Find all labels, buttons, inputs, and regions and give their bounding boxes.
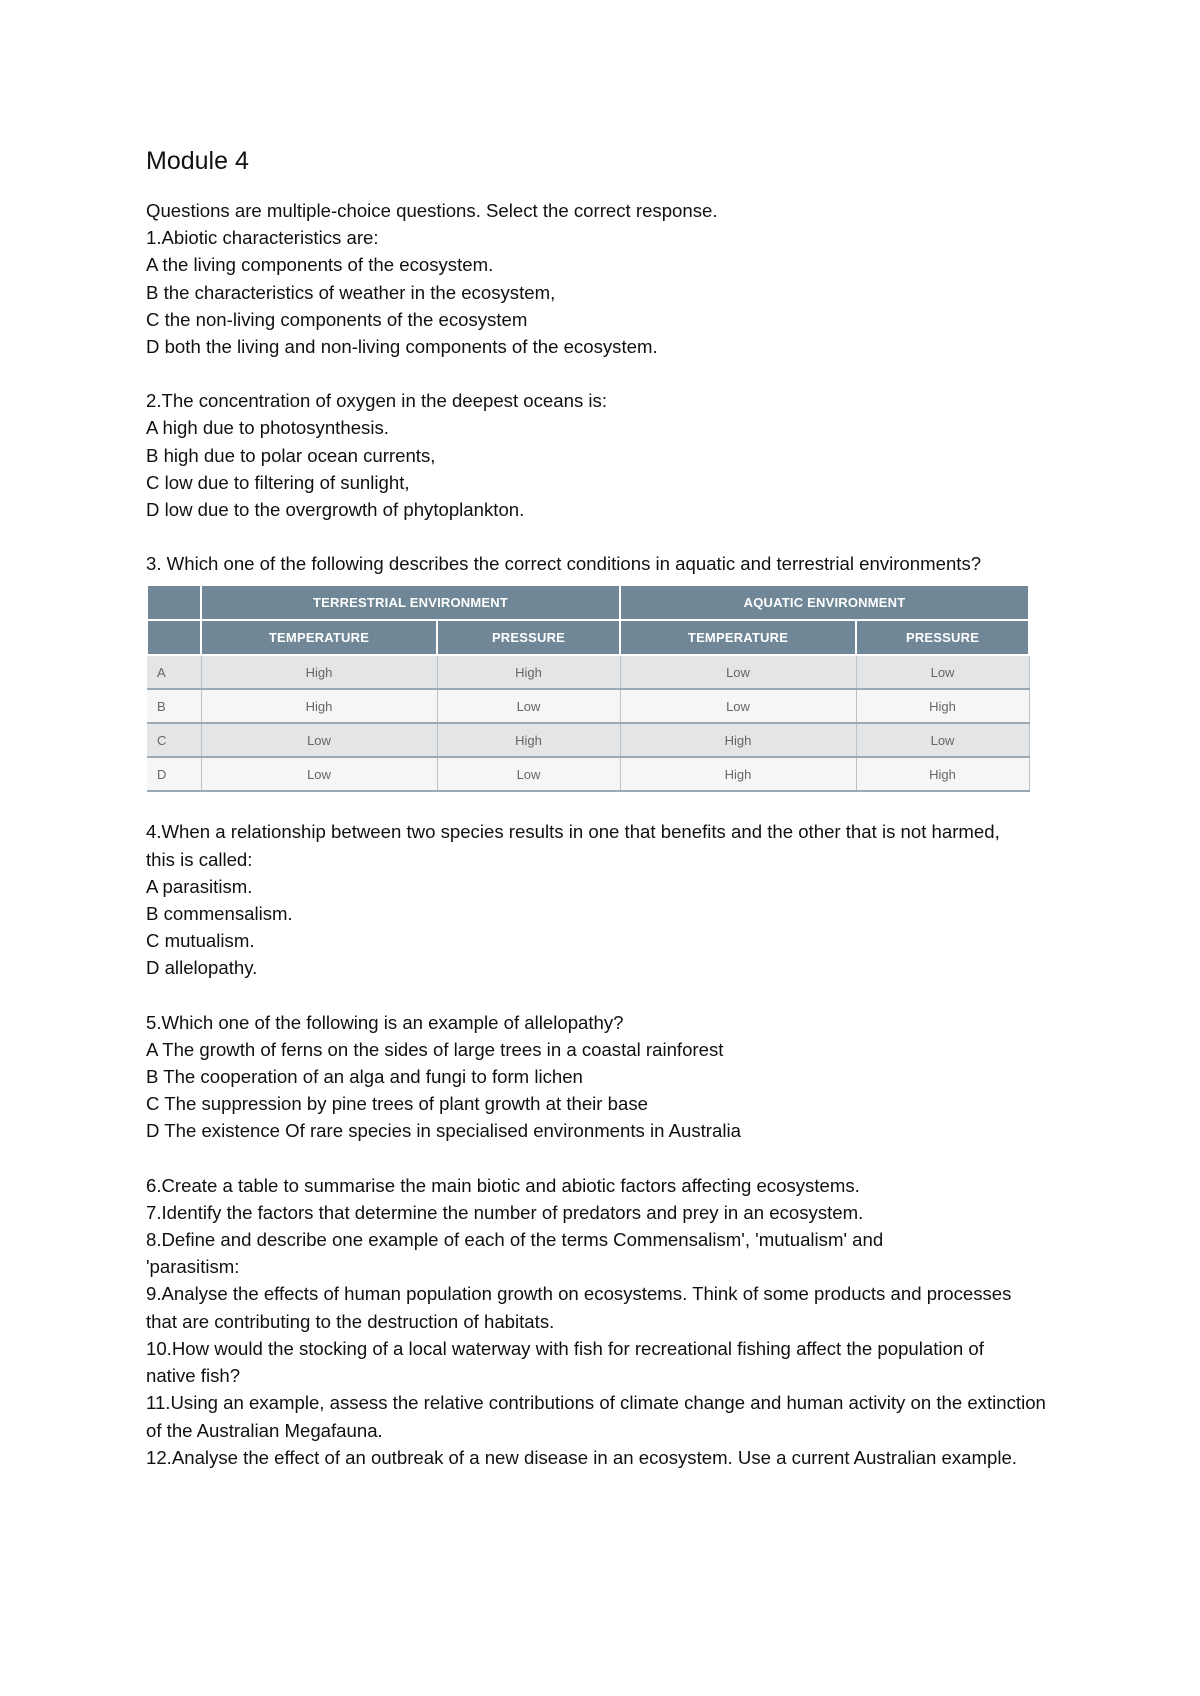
environment-conditions-table bbox=[146, 584, 1030, 792]
table-cell: High bbox=[620, 757, 856, 791]
row-label: A bbox=[147, 655, 201, 689]
question-8: 8.Define and describe one example of each of the terms Commensalism', 'mutualism' and 'parasitism: bbox=[146, 1229, 884, 1278]
table-cell: High bbox=[620, 723, 856, 757]
q2-option-d: D low due to the overgrowth of phytoplankton. bbox=[146, 499, 525, 521]
question-12: 12.Analyse the effect of an outbreak of a new disease in an ecosystem. Use a current Australian example. bbox=[146, 1446, 1017, 1468]
row-label: C bbox=[147, 723, 201, 757]
table-cell: High bbox=[201, 655, 437, 689]
spacer bbox=[146, 792, 1066, 818]
question-11: 11.Using an example, assess the relative contributions of climate change and human activity on the extinction of the Australian Megafauna. bbox=[146, 1392, 1046, 1441]
table-cell: Low bbox=[201, 723, 437, 757]
question-9: 9.Analyse the effects of human population growth on ecosystems. Think of some products and processes that are contributing to the destruction of habitats. bbox=[146, 1283, 1012, 1332]
table-cell: High bbox=[201, 689, 437, 723]
table-cell: Low bbox=[201, 757, 437, 791]
question-1: 1.Abiotic characteristics are: bbox=[146, 227, 379, 249]
q4-option-d: D allelopathy. bbox=[146, 957, 258, 979]
q4-option-c: C mutualism. bbox=[146, 930, 255, 952]
table-cell: High bbox=[437, 655, 620, 689]
question-6: 6.Create a table to summarise the main biotic and abiotic factors affecting ecosystems. bbox=[146, 1174, 860, 1196]
intro-text: Questions are multiple-choice questions. Select the correct response. bbox=[146, 200, 718, 221]
terrestrial-pressure-header: PRESSURE bbox=[437, 620, 620, 655]
spacer bbox=[146, 1145, 1066, 1172]
q4-option-b: B commensalism. bbox=[146, 903, 293, 925]
table-row bbox=[147, 757, 1029, 791]
table-group-header-row bbox=[147, 585, 1029, 620]
table-row bbox=[147, 723, 1029, 757]
question-4: 4.When a relationship between two species results in one that benefits and the other that is not harmed, this is called: bbox=[146, 821, 1000, 870]
q4-option-a: A parasitism. bbox=[146, 875, 253, 897]
aquatic-pressure-header: PRESSURE bbox=[856, 620, 1029, 655]
table-row bbox=[147, 689, 1029, 723]
q1-option-a: A the living components of the ecosystem. bbox=[146, 254, 494, 276]
q5-option-d: D The existence Of rare species in specialised environments in Australia bbox=[146, 1120, 741, 1142]
q2-option-a: A high due to photosynthesis. bbox=[146, 417, 389, 439]
table-cell: High bbox=[856, 757, 1029, 791]
row-label: B bbox=[147, 689, 201, 723]
document-page bbox=[146, 146, 1066, 1471]
q5-option-c: C The suppression by pine trees of plant growth at their base bbox=[146, 1093, 648, 1115]
q5-option-a: A The growth of ferns on the sides of large trees in a coastal rainforest bbox=[146, 1038, 724, 1060]
q1-option-b: B the characteristics of weather in the ecosystem, bbox=[146, 281, 556, 303]
table-cell: High bbox=[437, 723, 620, 757]
page-title: Module 4 bbox=[146, 147, 249, 175]
table-cell: Low bbox=[620, 655, 856, 689]
terrestrial-temperature-header: TEMPERATURE bbox=[201, 620, 437, 655]
q1-option-d: D both the living and non-living components of the ecosystem. bbox=[146, 336, 658, 358]
spacer bbox=[146, 360, 1066, 387]
q1-option-c: C the non-living components of the ecosystem bbox=[146, 308, 528, 330]
question-7: 7.Identify the factors that determine the number of predators and prey in an ecosystem. bbox=[146, 1201, 864, 1223]
table-cell: Low bbox=[856, 655, 1029, 689]
spacer bbox=[146, 982, 1066, 1009]
q2-option-c: C low due to filtering of sunlight, bbox=[146, 471, 410, 493]
table-cell: Low bbox=[620, 689, 856, 723]
table-corner-cell bbox=[147, 620, 201, 655]
table-cell: High bbox=[856, 689, 1029, 723]
question-3: 3. Which one of the following describes the correct conditions in aquatic and terrestrial environments? bbox=[146, 553, 982, 575]
q2-option-b: B high due to polar ocean currents, bbox=[146, 444, 436, 466]
question-10: 10.How would the stocking of a local waterway with fish for recreational fishing affect the population of native fish? bbox=[146, 1337, 984, 1387]
aquatic-header: AQUATIC ENVIRONMENT bbox=[620, 585, 1029, 620]
table-cell: Low bbox=[437, 757, 620, 791]
table-sub-header-row bbox=[147, 620, 1029, 655]
table-row bbox=[147, 655, 1029, 689]
question-5: 5.Which one of the following is an example of allelopathy? bbox=[146, 1011, 624, 1033]
terrestrial-header: TERRESTRIAL ENVIRONMENT bbox=[201, 585, 620, 620]
aquatic-temperature-header: TEMPERATURE bbox=[620, 620, 856, 655]
table-corner-cell bbox=[147, 585, 201, 620]
table-cell: Low bbox=[437, 689, 620, 723]
spacer bbox=[146, 523, 1066, 550]
q5-option-b: B The cooperation of an alga and fungi to form lichen bbox=[146, 1066, 583, 1088]
question-2: 2.The concentration of oxygen in the deepest oceans is: bbox=[146, 390, 608, 412]
row-label: D bbox=[147, 757, 201, 791]
table-cell: Low bbox=[856, 723, 1029, 757]
